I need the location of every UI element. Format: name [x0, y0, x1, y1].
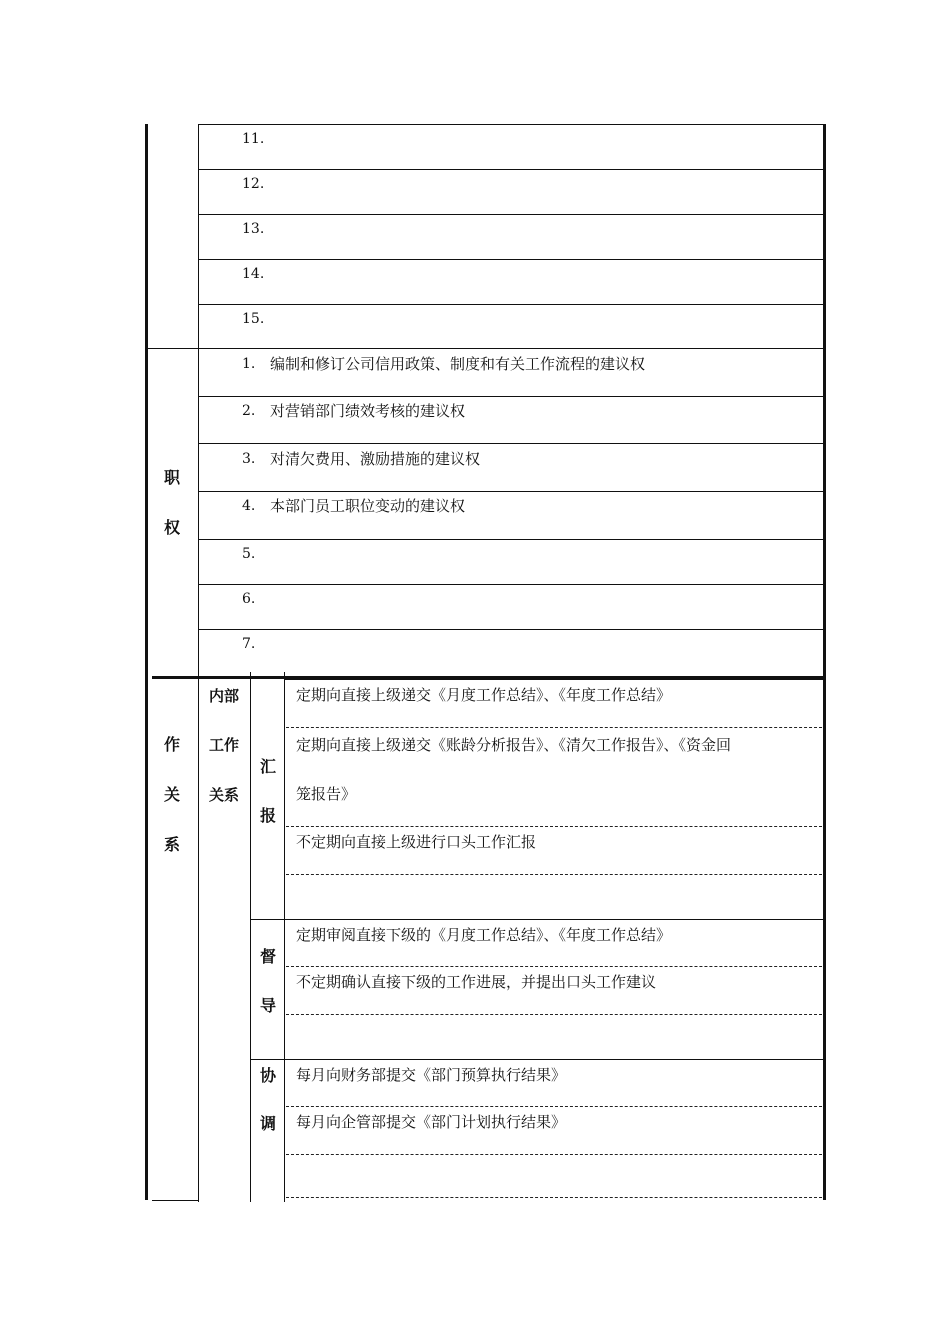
internal-label-1: 内部 [209, 687, 240, 705]
dashed-line [286, 1014, 822, 1015]
coordinate-label-1: 协 [260, 1066, 277, 1085]
internal-label-3: 关系 [209, 786, 240, 804]
internal-label-2: 工作 [209, 736, 240, 754]
item-number: 11. [242, 131, 265, 147]
item-number: 12. [242, 176, 265, 192]
authority-text: 编制和修订公司信用政策、制度和有关工作流程的建议权 [270, 355, 646, 373]
authority-num: 6. [242, 591, 256, 607]
sub-section-line [250, 1059, 824, 1060]
row-line [198, 169, 824, 170]
row-line [198, 584, 824, 585]
row-line [198, 443, 824, 444]
report-line: 定期向直接上级递交《账龄分析报告》、《清欠工作报告》、《资金回 [296, 736, 732, 754]
outer-right-border [823, 124, 826, 1200]
coordinate-label-2: 调 [260, 1114, 277, 1133]
bottom-left-line [152, 1200, 198, 1201]
authority-text: 对清欠费用、激励措施的建议权 [270, 450, 481, 468]
authority-label-2: 权 [164, 518, 181, 537]
col-divider-1 [198, 124, 199, 1202]
authority-num: 4. [242, 498, 256, 514]
coordinate-line: 每月向企管部提交《部门计划执行结果》 [296, 1113, 567, 1131]
authority-label-1: 职 [164, 468, 181, 487]
item-number: 15. [242, 311, 265, 327]
col-divider-3 [284, 672, 285, 1202]
dashed-line [286, 727, 822, 728]
supervise-label-2: 导 [260, 996, 277, 1015]
dashed-line [286, 966, 822, 967]
report-line: 不定期向直接上级进行口头工作汇报 [296, 833, 537, 851]
report-line: 笼报告》 [296, 785, 357, 803]
section-line [148, 348, 824, 349]
supervise-line: 定期审阅直接下级的《月度工作总结》、《年度工作总结》 [296, 926, 672, 944]
authority-text: 本部门员工职位变动的建议权 [270, 497, 466, 515]
relations-label-2: 关 [164, 785, 181, 804]
row-line [198, 491, 824, 492]
row-line [198, 214, 824, 215]
row-line [198, 539, 824, 540]
row-line [198, 396, 824, 397]
row-line [284, 679, 824, 680]
sub-section-line [250, 919, 824, 920]
outer-left-border [145, 124, 148, 1200]
top-border [198, 124, 824, 125]
row-line [198, 629, 824, 630]
authority-text: 对营销部门绩效考核的建议权 [270, 402, 466, 420]
dashed-line [286, 1106, 822, 1107]
dashed-line [286, 1154, 822, 1155]
relations-label-1: 作 [164, 735, 181, 754]
row-line [198, 259, 824, 260]
report-label-2: 报 [260, 806, 277, 825]
item-number: 14. [242, 266, 265, 282]
supervise-label-1: 督 [260, 947, 277, 966]
dashed-line [286, 826, 822, 827]
col-divider-2 [250, 672, 251, 1202]
authority-num: 2. [242, 403, 256, 419]
dashed-line [286, 874, 822, 875]
row-line [198, 304, 824, 305]
authority-num: 7. [242, 636, 256, 652]
report-line: 定期向直接上级递交《月度工作总结》、《年度工作总结》 [296, 686, 672, 704]
dashed-line [286, 1197, 822, 1198]
relations-label-3: 系 [164, 835, 181, 854]
authority-num: 1. [242, 356, 256, 372]
report-label-1: 汇 [260, 757, 277, 776]
authority-num: 5. [242, 546, 256, 562]
authority-num: 3. [242, 451, 256, 467]
supervise-line: 不定期确认直接下级的工作进展，并提出口头工作建议 [296, 973, 657, 991]
coordinate-line: 每月向财务部提交《部门预算执行结果》 [296, 1066, 567, 1084]
item-number: 13. [242, 221, 265, 237]
